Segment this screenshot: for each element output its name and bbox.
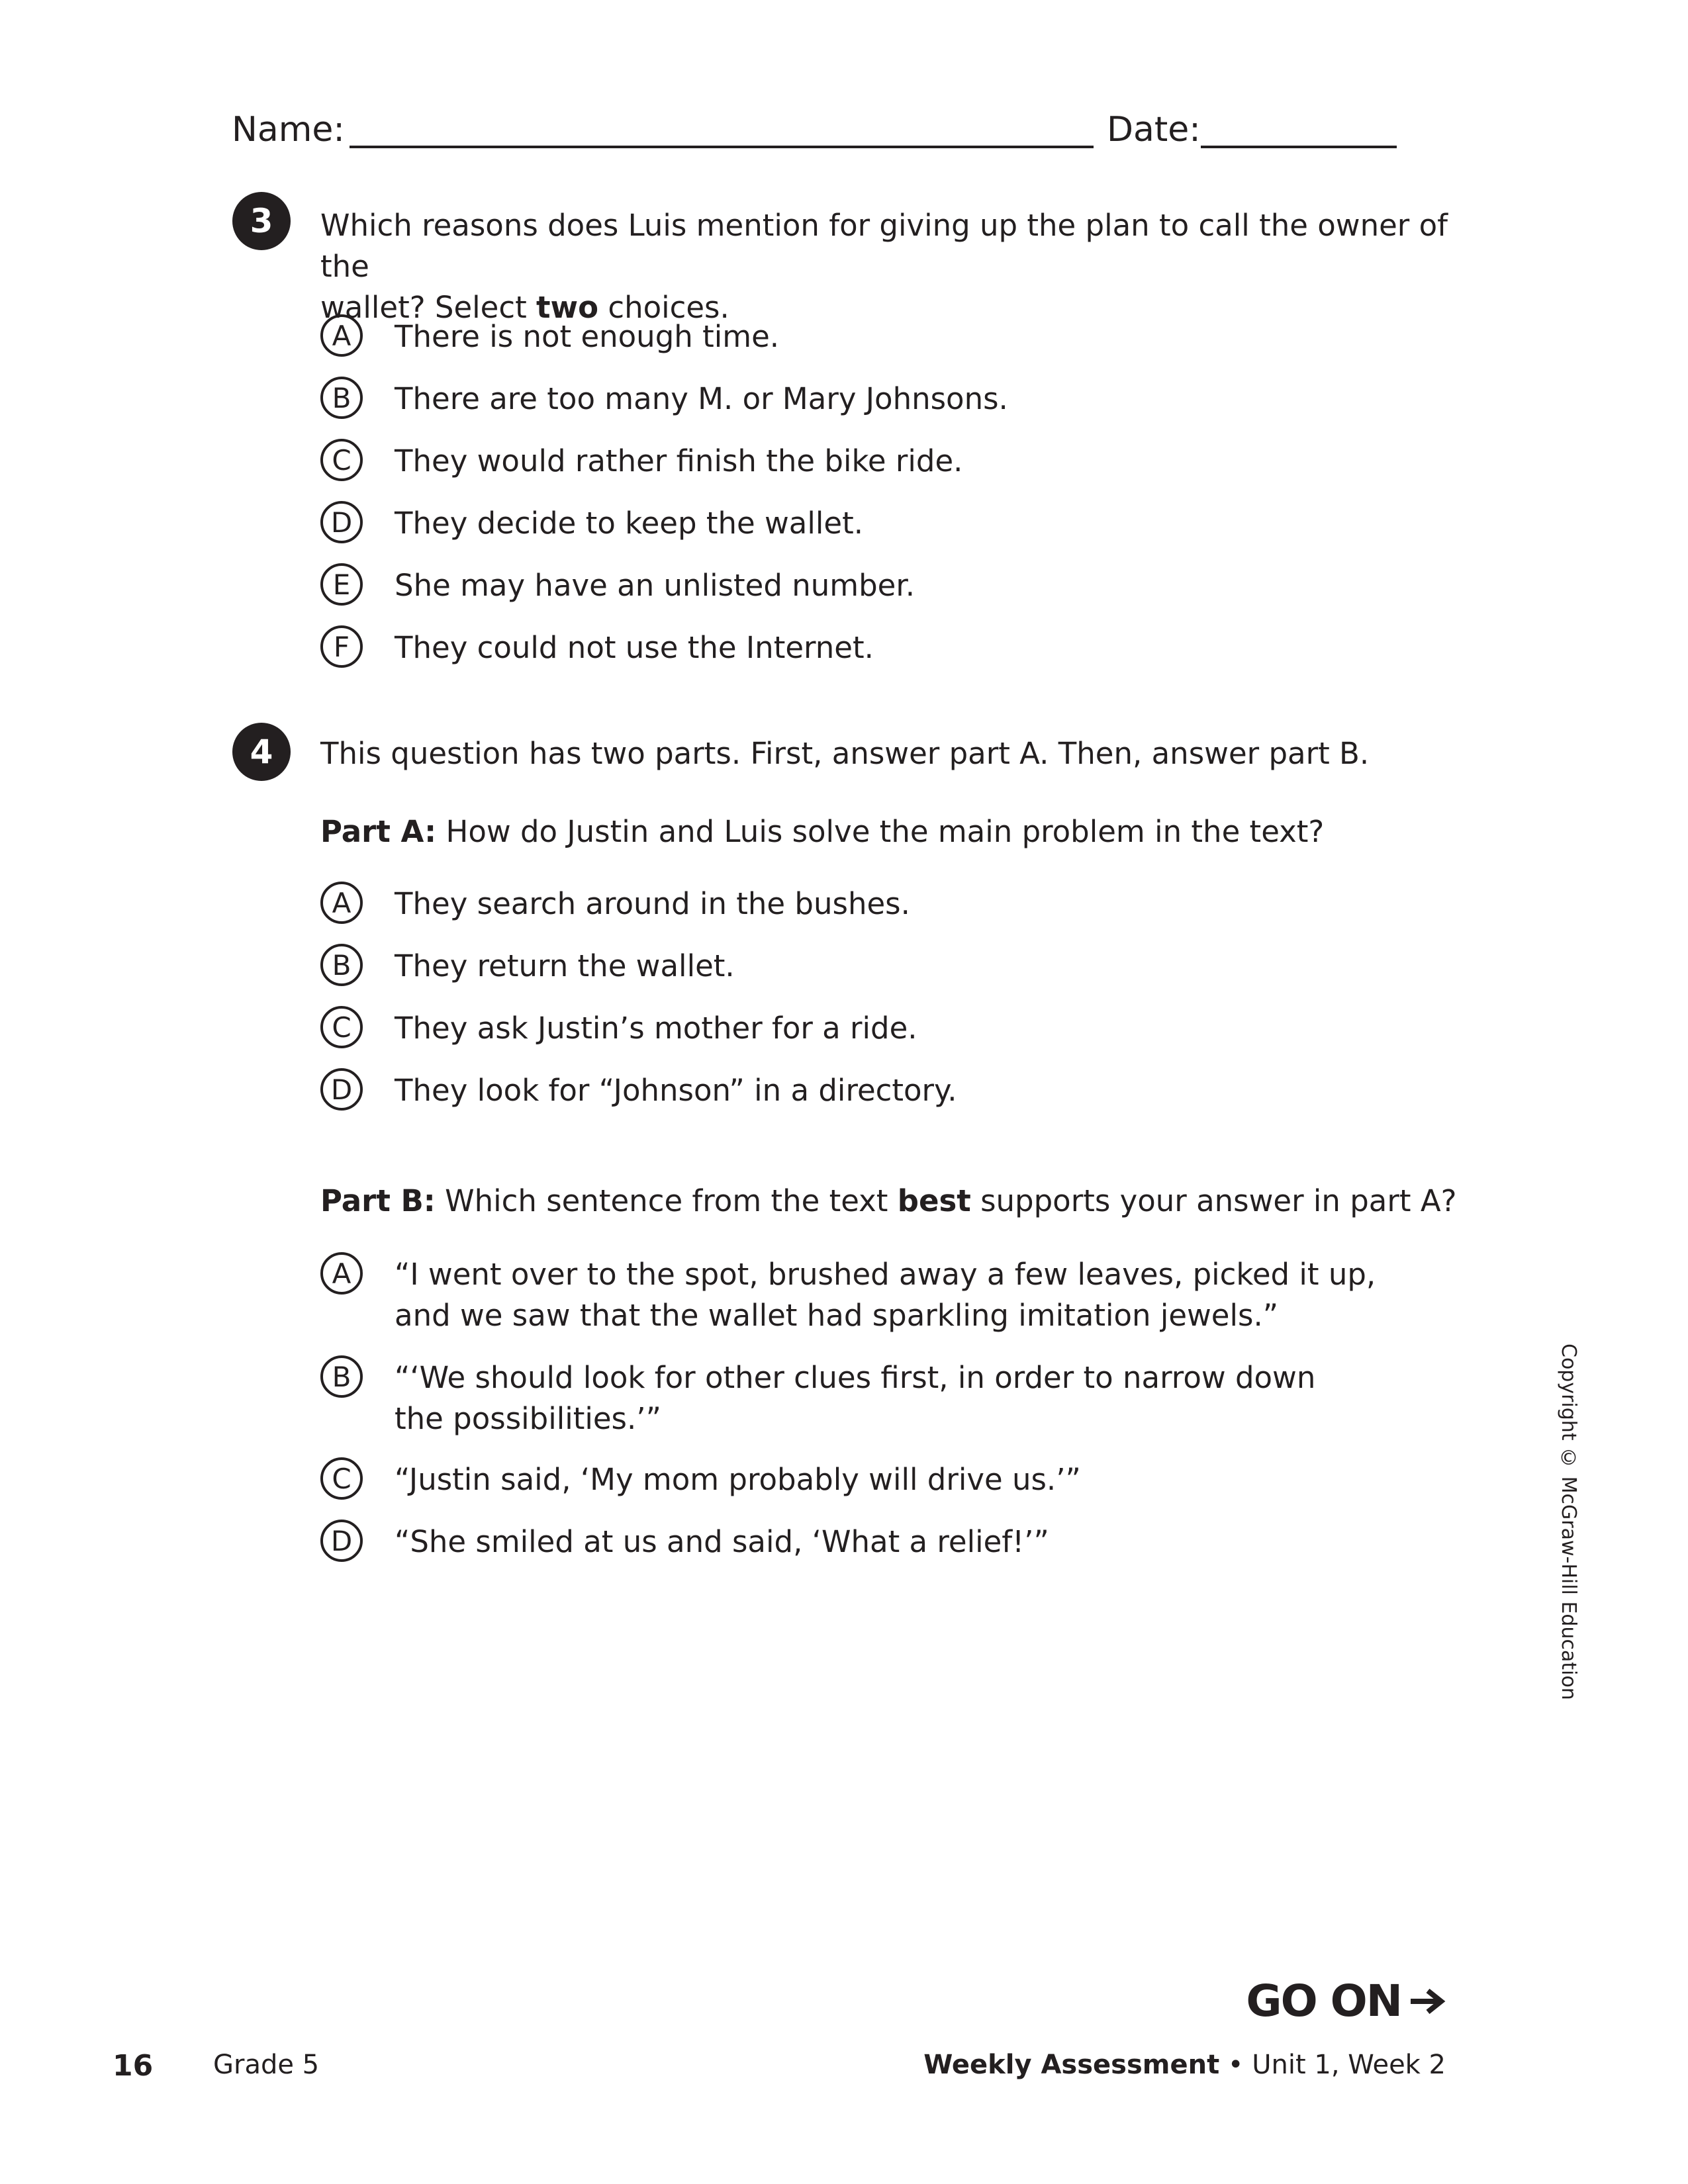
option-letter-circle[interactable]: B [320,944,363,986]
part-b-prompt: Part B: Which sentence from the text best supports your answer in part A? [320,1183,1457,1218]
emphasis-best: best [897,1183,971,1218]
option-text: There are too many M. or Mary Johnsons. [395,381,1008,416]
option-text: They decide to keep the wallet. [395,506,864,541]
date-blank-line[interactable] [1201,146,1397,148]
option-letter-circle[interactable]: D [320,1520,363,1562]
question-3-number: 3 [232,192,291,250]
part-a-prompt: Part A: How do Justin and Luis solve the main problem in the text? [320,814,1325,849]
arrow-right-icon [1409,1987,1446,2016]
option-letter-circle[interactable]: B [320,377,363,419]
grade-label: Grade 5 [213,2050,320,2080]
option-text: They search around in the bushes. [395,886,910,921]
option-text: They ask Justin’s mother for a ride. [395,1011,917,1046]
part-a-label: Part A: [320,814,437,849]
q3-option-f[interactable] [320,627,1387,668]
date-label: Date: [1107,110,1201,150]
question-4-number: 4 [232,723,291,781]
name-label: Name: [232,110,345,150]
assessment-label: Weekly Assessment • Unit 1, Week 2 [923,2050,1446,2080]
part-a-option-c[interactable] [320,1008,1387,1049]
part-a-option-d[interactable] [320,1070,1387,1111]
q3-option-b[interactable] [320,379,1387,420]
option-text: “She smiled at us and said, ‘What a relief!’” [395,1524,1049,1559]
q3-option-c[interactable] [320,441,1387,482]
question-4-intro: This question has two parts. First, answer part A. Then, answer part B. [320,736,1370,771]
option-letter-circle[interactable]: F [320,625,363,668]
option-text: They would rather finish the bike ride. [395,443,963,478]
q3-option-a[interactable] [320,316,1387,357]
go-on-label: GO ON [1246,1976,1401,2026]
part-a-option-b[interactable] [320,946,1387,987]
option-text: There is not enough time. [395,319,780,354]
go-on-indicator [1246,1976,1446,2026]
part-b-option-b[interactable] [320,1357,1387,1439]
part-a-option-a[interactable] [320,884,1387,925]
option-text: “‘We should look for other clues first, in order to narrow down the possibilities.’” [395,1360,1316,1436]
part-b-label: Part B: [320,1183,436,1218]
part-b-option-a[interactable] [320,1254,1387,1336]
option-letter-circle[interactable]: C [320,439,363,481]
q3-option-d[interactable] [320,503,1387,544]
option-text: They look for “Johnson” in a directory. [395,1073,957,1108]
option-letter-circle[interactable]: B [320,1355,363,1398]
option-letter-circle[interactable]: A [320,882,363,924]
option-letter-circle[interactable]: D [320,501,363,543]
emphasis-two: two [536,290,599,325]
option-letter-circle[interactable]: C [320,1006,363,1048]
page-number: 16 [113,2049,154,2083]
option-text: “Justin said, ‘My mom probably will drive us.’” [395,1462,1081,1497]
option-letter-circle[interactable]: A [320,314,363,357]
name-blank-line[interactable] [350,146,1094,148]
option-letter-circle[interactable]: D [320,1068,363,1111]
copyright-notice: Copyright © McGraw-Hill Education [1557,1343,1580,1700]
option-text: “I went over to the spot, brushed away a few leaves, picked it up, and we saw that the wallet had sparkling imitation jewels.” [395,1257,1376,1333]
part-b-option-d[interactable] [320,1522,1387,1563]
option-text: She may have an unlisted number. [395,568,915,603]
q3-option-e[interactable] [320,565,1387,606]
option-letter-circle[interactable]: A [320,1252,363,1295]
part-b-option-c[interactable] [320,1459,1387,1500]
question-3-line2: wallet? Select two choices. [320,290,729,325]
question-3-line1: Which reasons does Luis mention for giving up the plan to call the owner of the [320,208,1448,284]
option-text: They return the wallet. [395,948,735,983]
option-letter-circle[interactable]: E [320,563,363,606]
option-letter-circle[interactable]: C [320,1457,363,1500]
question-3-prompt [320,205,1466,328]
option-text: They could not use the Internet. [395,630,874,665]
